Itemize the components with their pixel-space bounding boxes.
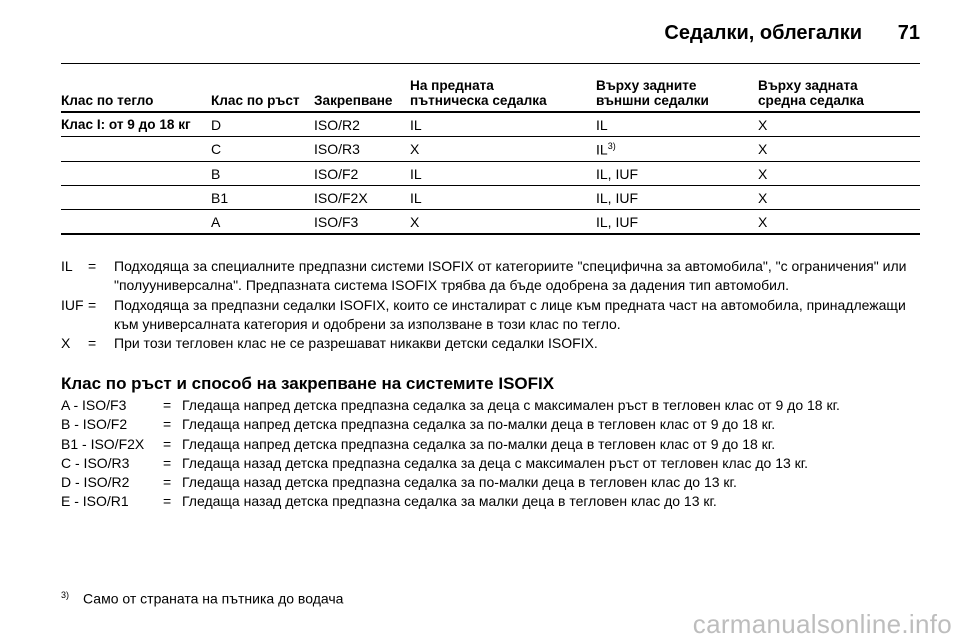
rear-middle-cell: X <box>758 117 768 133</box>
front-cell: X <box>410 213 420 230</box>
size-cell: B1 <box>211 189 229 206</box>
front-cell: IL <box>410 165 422 182</box>
front-cell: IL <box>410 189 422 206</box>
size-cell: C <box>211 141 222 157</box>
isofix-table <box>61 78 920 235</box>
definition-item <box>61 473 920 492</box>
rear-outer-value: IL, IUF <box>596 213 639 230</box>
size-cell: A <box>211 213 221 230</box>
front-cell: X <box>410 141 420 157</box>
legend-key: X <box>61 335 71 352</box>
rear-middle-cell: X <box>758 165 768 182</box>
table-row <box>61 209 920 234</box>
fixture-cell: ISO/F2 <box>314 165 359 182</box>
definition-item <box>61 454 920 473</box>
rear-outer-cell <box>596 137 758 162</box>
legend-list <box>61 257 920 353</box>
rear-middle-cell: X <box>758 141 768 157</box>
rear-outer-cell <box>596 161 758 185</box>
rear-outer-cell <box>596 112 758 137</box>
legend-text: Подходяща за предпазни седалки ISOFIX, които се инсталират с лице към предната част на автомобила, принадлежащи към универсалната категория и одобрени за използване в този клас по тегло. <box>114 296 906 332</box>
weight-class-cell <box>61 137 211 162</box>
weight-class-cell <box>61 161 211 185</box>
definition-item <box>61 435 920 454</box>
definition-equals: = <box>163 493 172 510</box>
definition-key: D - ISO/R2 <box>61 474 130 491</box>
table-row <box>61 161 920 185</box>
rear-outer-value: IL <box>596 141 608 158</box>
definition-equals: = <box>163 397 172 413</box>
rear-outer-cell <box>596 209 758 234</box>
table-header-row <box>61 78 920 112</box>
col-front-seat-label: На предната пътническа седалка <box>410 78 547 108</box>
footnote-marker: 3) <box>61 590 70 600</box>
definition-equals: = <box>163 416 172 433</box>
legend-equals: = <box>88 258 97 274</box>
legend-text: При този тегловен клас не се разрешават никакви детски седалки ISOFIX. <box>114 335 598 352</box>
definition-text: Гледаща назад детска предпазна седалка за по-малки деца в тегловен клас до 13 кг. <box>182 474 737 491</box>
definition-text: Гледаща напред детска предпазна седалка за деца с максимален ръст в тегловен клас от 9 до 18 кг. <box>182 397 840 413</box>
col-rear-outer-label: Върху задните външни седалки <box>596 78 709 108</box>
rear-outer-cell <box>596 185 758 209</box>
definition-item <box>61 415 920 434</box>
weight-class-cell <box>61 209 211 234</box>
definition-equals: = <box>163 435 172 452</box>
legend-item <box>61 296 920 335</box>
weight-class-cell <box>61 185 211 209</box>
footnote-text: Само от страната на пътника до водача <box>83 590 344 607</box>
col-rear-outer <box>596 78 758 112</box>
col-weight-class: Клас по тегло <box>61 93 154 108</box>
front-cell: IL <box>410 117 422 133</box>
rear-outer-value: IL, IUF <box>596 189 639 206</box>
legend-item <box>61 334 920 353</box>
watermark: carmanualsonline.info <box>692 609 952 639</box>
page-number: 71 <box>897 22 920 44</box>
legend-text: Подходяща за специалните предпазни системи ISOFIX от категориите "специфична за автомобила", "с ограничения" или "полууниверсална". Предпазната система ISOFIX трябва да бъде одобрена за дадения тип автомобил. <box>114 258 907 294</box>
footnote <box>61 590 343 607</box>
definition-key: C - ISO/R3 <box>61 454 130 471</box>
legend-equals: = <box>88 335 97 352</box>
fixture-cell: ISO/R2 <box>314 117 360 133</box>
legend-key: IL <box>61 258 73 274</box>
definition-key: E - ISO/R1 <box>61 493 129 510</box>
header-divider <box>61 63 920 64</box>
definition-equals: = <box>163 454 172 471</box>
definition-text: Гледаща напред детска предпазна седалка за по-малки деца в тегловен клас от 9 до 18 кг. <box>182 416 776 433</box>
rear-middle-cell: X <box>758 189 768 206</box>
col-fixture: Закрепване <box>314 93 393 108</box>
rear-outer-value: IL, IUF <box>596 165 639 182</box>
col-rear-middle-label: Върху задната средна седалка <box>758 78 864 108</box>
definition-text: Гледаща назад детска предпазна седалка за малки деца в тегловен клас до 13 кг. <box>182 493 717 510</box>
definition-key: B1 - ISO/F2X <box>61 435 145 452</box>
fixture-cell: ISO/F2X <box>314 189 368 206</box>
definition-list <box>61 396 920 512</box>
fixture-cell: ISO/R3 <box>314 141 360 157</box>
legend-item <box>61 257 920 296</box>
definition-key: A - ISO/F3 <box>61 397 127 413</box>
col-size-class: Клас по ръст <box>211 93 300 108</box>
rear-outer-value: IL <box>596 117 608 133</box>
col-front-seat <box>410 78 596 112</box>
page-title: Седалки, облегалки <box>664 22 862 44</box>
size-cell: D <box>211 117 222 133</box>
definition-item <box>61 396 920 415</box>
table-row <box>61 185 920 209</box>
definition-item <box>61 492 920 511</box>
size-cell: B <box>211 165 221 182</box>
fixture-cell: ISO/F3 <box>314 213 359 230</box>
definition-text: Гледаща назад детска предпазна седалка за деца с максимален ръст от тегловен клас до 13 кг. <box>182 454 809 471</box>
definition-key: B - ISO/F2 <box>61 416 128 433</box>
rear-middle-cell: X <box>758 213 768 230</box>
col-rear-middle <box>758 78 920 112</box>
definition-text: Гледаща напред детска предпазна седалка за по-малки деца в тегловен клас от 9 до 18 кг. <box>182 435 776 452</box>
section-heading: Клас по ръст и способ на закрепване на системите ISOFIX <box>61 374 555 393</box>
table-row <box>61 112 920 137</box>
weight-class-cell: Клас I: от 9 до 18 кг <box>61 117 191 132</box>
legend-equals: = <box>88 296 97 313</box>
footnote-ref: 3) <box>607 141 616 151</box>
definition-equals: = <box>163 474 172 491</box>
table-row <box>61 137 920 162</box>
legend-key: IUF <box>61 296 84 313</box>
